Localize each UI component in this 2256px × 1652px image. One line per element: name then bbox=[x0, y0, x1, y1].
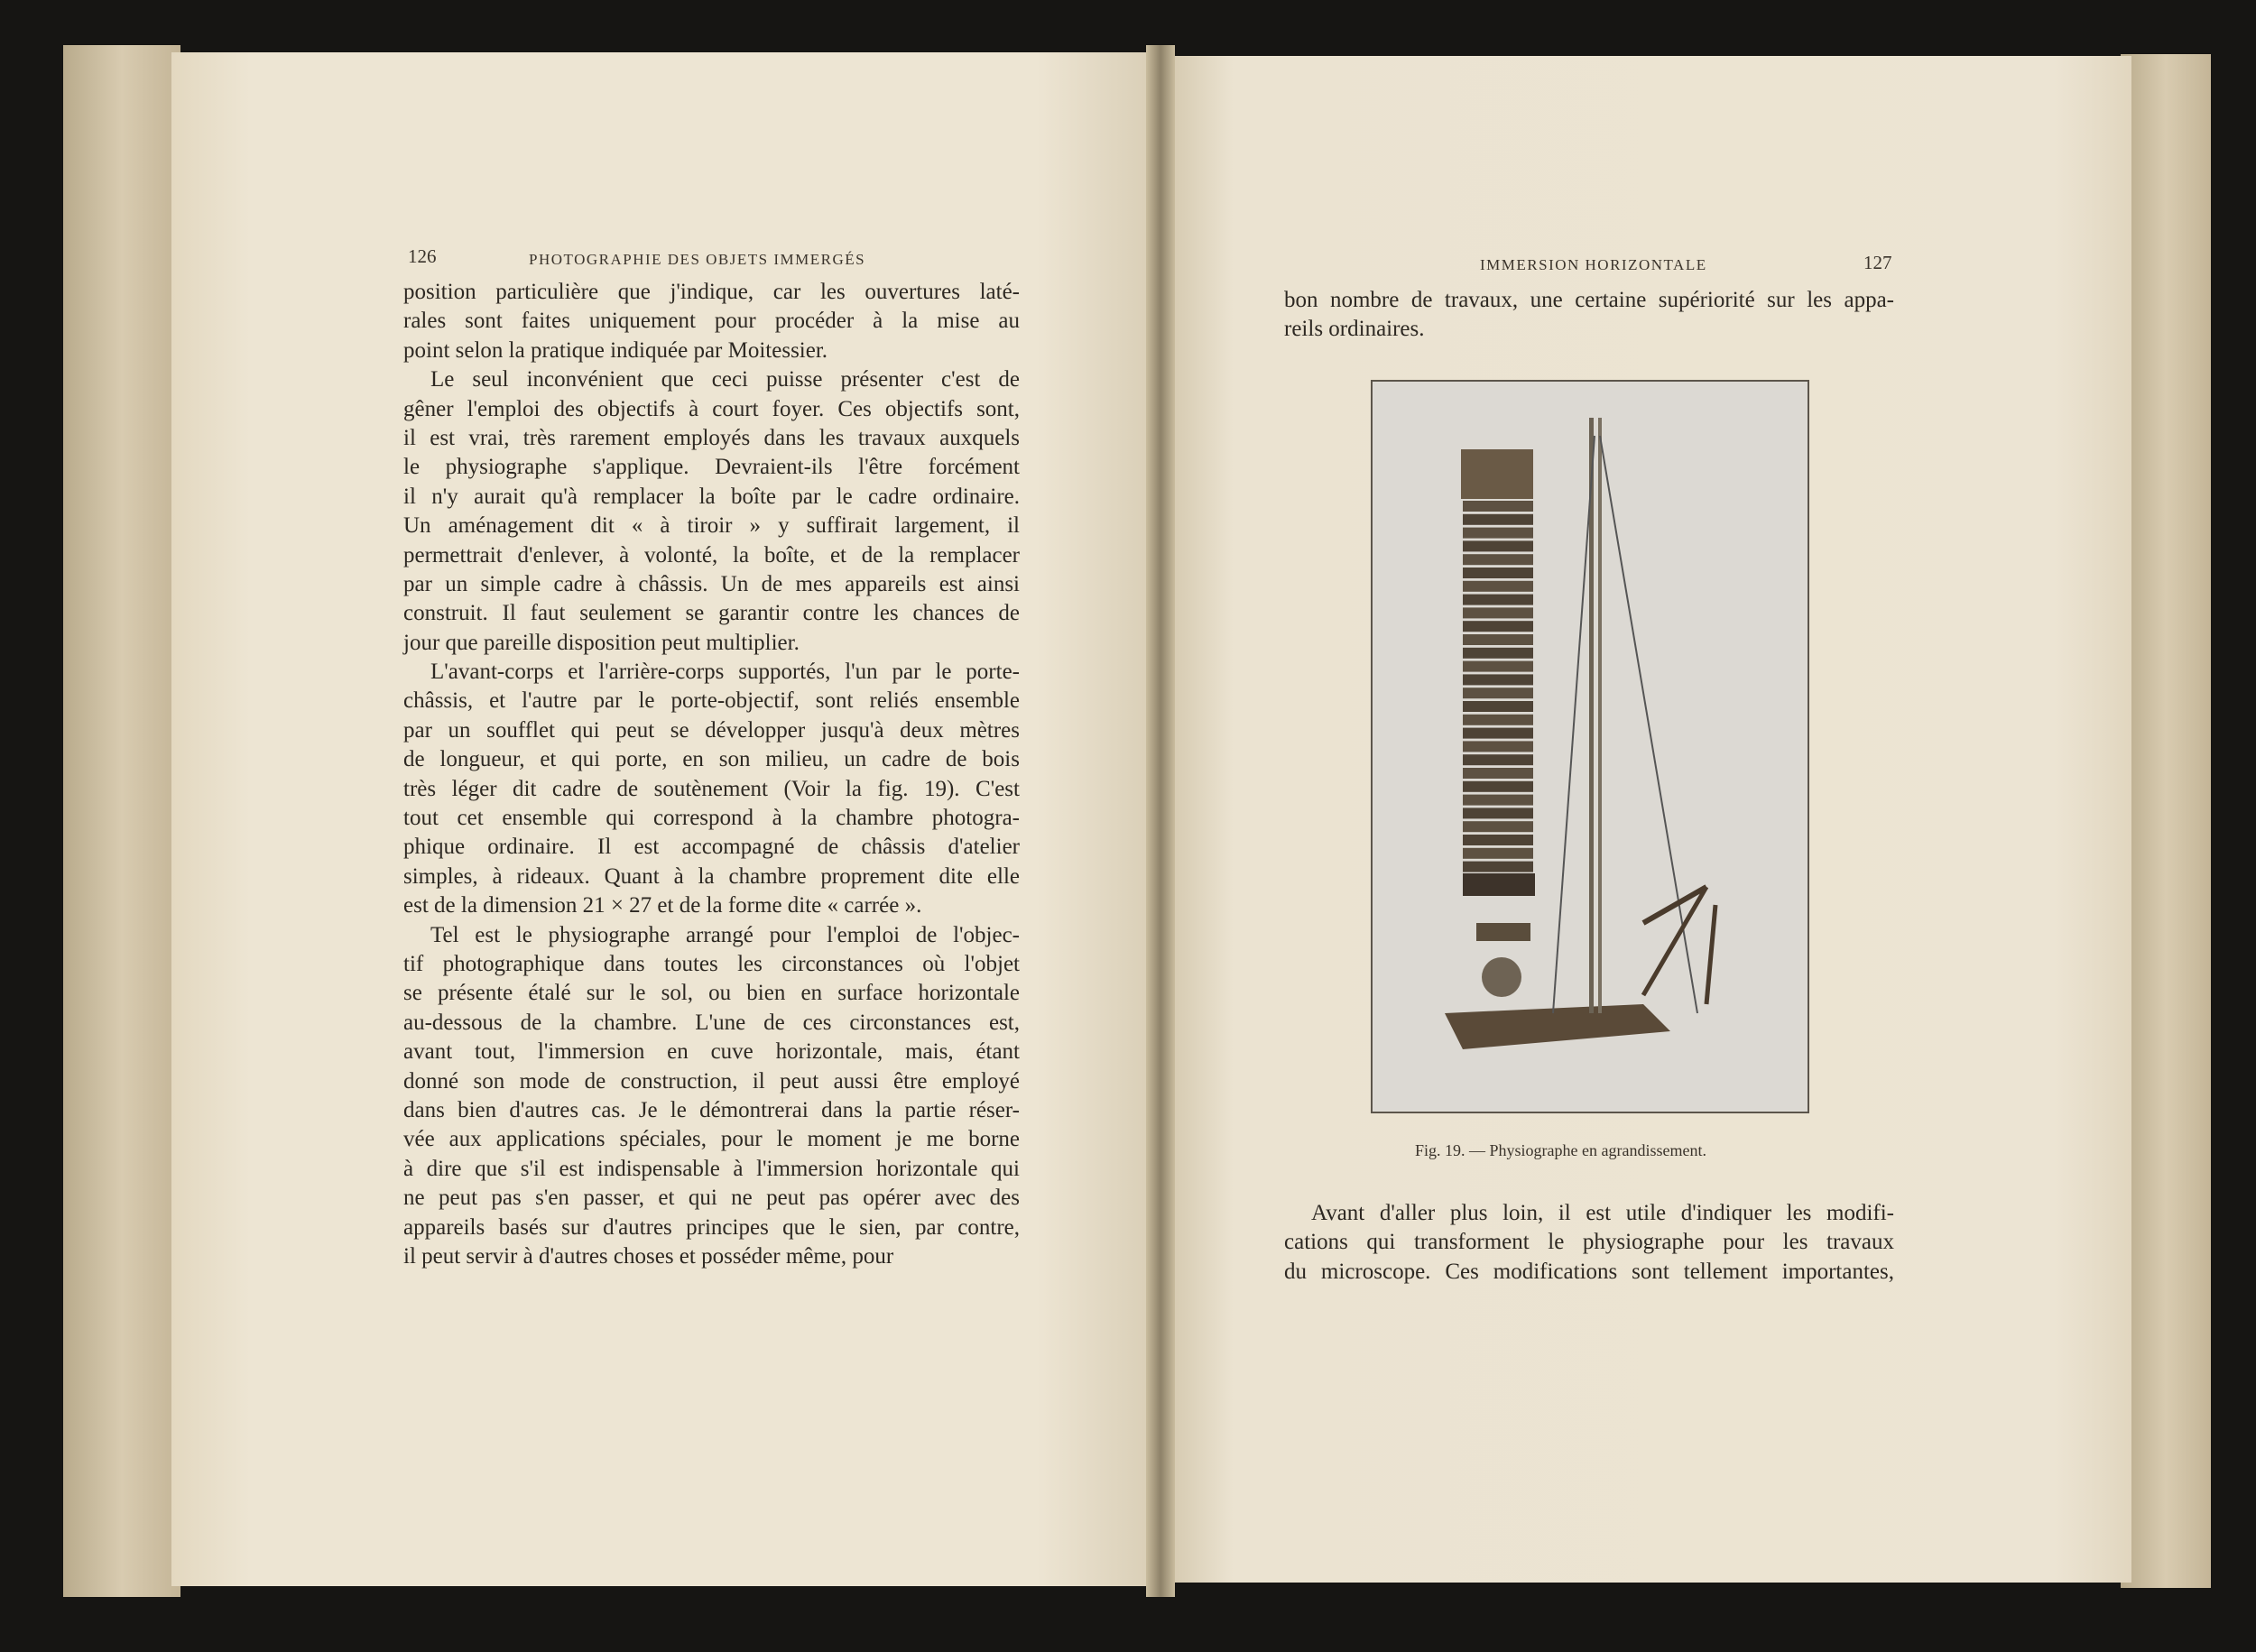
right-page-number: 127 bbox=[1863, 252, 1892, 273]
column-2 bbox=[1598, 418, 1602, 1013]
text-line: construit. Il faut seulement se garantir contre les chances de bbox=[403, 601, 1020, 626]
bellows-fold bbox=[1463, 754, 1533, 765]
globe bbox=[1482, 957, 1521, 997]
text-line: est de la dimension 21 × 27 et de la forme dite « carrée ». bbox=[403, 893, 922, 918]
text-line: cations qui transforment le physiographe pour les travaux bbox=[1284, 1230, 1894, 1255]
bellows-fold bbox=[1463, 688, 1533, 698]
text-line: jour que pareille disposition peut multiplier. bbox=[403, 630, 800, 655]
text-line: appareils basés sur d'autres principes que le sien, par contre, bbox=[403, 1214, 1020, 1240]
text-line: bon nombre de travaux, une certaine supériorité sur les appa- bbox=[1284, 288, 1894, 312]
text-line: reils ordinaires. bbox=[1284, 317, 1425, 342]
bellows-fold bbox=[1463, 768, 1533, 779]
text-line: point selon la pratique indiquée par Moitessier. bbox=[403, 337, 828, 363]
text-line: par un soufflet qui peut se développer jusqu'à deux mètres bbox=[403, 717, 1020, 743]
text-line: donné son mode de construction, il peut aussi être employé bbox=[403, 1068, 1020, 1094]
text-line: le physiographe s'applique. Devraient-ils l'être forcément bbox=[403, 455, 1020, 480]
bellows-fold bbox=[1463, 862, 1533, 872]
text-line: du microscope. Ces modifications sont tellement importantes, bbox=[1284, 1259, 1894, 1284]
text-line: vée aux applications spéciales, pour le moment je me borne bbox=[403, 1127, 1020, 1152]
text-line: au-dessous de la chambre. L'une de ces circonstances est, bbox=[403, 1010, 1020, 1035]
bellows-fold bbox=[1463, 781, 1533, 792]
bellows-fold bbox=[1463, 795, 1533, 806]
text-line: L'avant-corps et l'arrière-corps supportés, l'un par le porte- bbox=[430, 660, 1020, 685]
bellows-fold bbox=[1463, 514, 1533, 525]
text-line: châssis, et l'autre par le porte-objectif, sont reliés ensemble bbox=[403, 688, 1020, 714]
left-page-edges bbox=[63, 45, 180, 1597]
bellows-fold bbox=[1463, 634, 1533, 645]
bellows-fold bbox=[1463, 728, 1533, 739]
specimen-tray bbox=[1476, 923, 1530, 941]
text-line: gêner l'emploi des objectifs à court foyer. Ces objectifs sont, bbox=[403, 396, 1020, 421]
bellows-fold bbox=[1463, 607, 1533, 618]
physiograph-illustration bbox=[1373, 382, 1808, 1112]
text-line: Avant d'aller plus loin, il est utile d'indiquer les modifi- bbox=[1311, 1201, 1894, 1225]
text-line: il peut servir à d'autres choses et posséder même, pour bbox=[403, 1243, 894, 1269]
bellows-fold bbox=[1463, 648, 1533, 659]
bellows-fold bbox=[1463, 821, 1533, 832]
left-running-head: PHOTOGRAPHIE DES OBJETS IMMERGÉS bbox=[529, 251, 866, 268]
bellows-fold bbox=[1463, 661, 1533, 672]
text-line: il est vrai, très rarement employés dans les travaux auxquels bbox=[403, 425, 1020, 450]
bellows-fold bbox=[1463, 621, 1533, 632]
text-line: Un aménagement dit « à tiroir » y suffirait largement, il bbox=[403, 513, 1020, 539]
left-page-number: 126 bbox=[408, 245, 437, 267]
text-line: ne peut pas s'en passer, et qui ne peut pas opérer avec des bbox=[403, 1186, 1020, 1211]
bellows-fold bbox=[1463, 808, 1533, 818]
bellows-fold bbox=[1463, 554, 1533, 565]
text-line: par un simple cadre à châssis. Un de mes appareils est ainsi bbox=[403, 571, 1020, 596]
figure-caption: Fig. 19. — Physiographe en agrandissement. bbox=[1415, 1141, 1706, 1159]
bellows-fold bbox=[1463, 741, 1533, 752]
text-line: tout cet ensemble qui correspond à la chambre photogra- bbox=[403, 806, 1020, 831]
text-line: avant tout, l'immersion en cuve horizontale, mais, étant bbox=[403, 1039, 1020, 1065]
bellows-fold bbox=[1463, 715, 1533, 725]
text-line: dans bien d'autres cas. Je le démontrerai dans la partie réser- bbox=[403, 1097, 1020, 1122]
text-line: position particulière que j'indique, car les ouvertures laté- bbox=[403, 280, 1020, 304]
right-page-edges bbox=[2121, 54, 2211, 1588]
bellows-fold bbox=[1463, 540, 1533, 551]
bellows-fold bbox=[1463, 848, 1533, 859]
bellows-fold bbox=[1463, 701, 1533, 712]
text-line: de longueur, et qui porte, en son milieu, un cadre de bois bbox=[403, 747, 1020, 772]
bellows-fold bbox=[1463, 835, 1533, 845]
text-line: rales sont faites uniquement pour procéder à la mise au bbox=[403, 309, 1020, 334]
right-running-head: IMMERSION HORIZONTALE bbox=[1480, 256, 1707, 273]
right-page-top-text bbox=[1284, 286, 1894, 345]
text-line: phique ordinaire. Il est accompagné de châssis d'atelier bbox=[403, 835, 1020, 860]
figure-19-physiograph-photo bbox=[1371, 380, 1809, 1113]
bellows-fold bbox=[1463, 568, 1533, 578]
right-page-bottom-text bbox=[1284, 1199, 1894, 1287]
camera-box bbox=[1461, 449, 1533, 499]
text-line: simples, à rideaux. Quant à la chambre proprement dite elle bbox=[403, 863, 1020, 889]
text-line: se présente étalé sur le sol, ou bien en surface horizontale bbox=[403, 981, 1020, 1006]
text-line: permettrait d'enlever, à volonté, la boîte, et de la remplacer bbox=[403, 542, 1020, 568]
bellows-fold bbox=[1463, 501, 1533, 512]
bellows-fold bbox=[1463, 674, 1533, 685]
bellows-fold bbox=[1463, 595, 1533, 605]
lens-board bbox=[1463, 873, 1535, 896]
text-line: à dire que s'il est indispensable à l'immersion horizontale qui bbox=[403, 1156, 1020, 1181]
text-line: Tel est le physiographe arrangé pour l'emploi de l'objec- bbox=[430, 922, 1020, 947]
text-line: Le seul inconvénient que ceci puisse présenter c'est de bbox=[430, 367, 1020, 392]
text-line: très léger dit cadre de soutènement (Voir la fig. 19). C'est bbox=[403, 776, 1020, 801]
left-page-text bbox=[403, 278, 1020, 1271]
text-line: il n'y aurait qu'à remplacer la boîte par le cadre ordinaire. bbox=[403, 484, 1020, 509]
bellows-fold bbox=[1463, 581, 1533, 592]
bellows-fold bbox=[1463, 528, 1533, 539]
book-gutter bbox=[1146, 45, 1175, 1597]
text-line: tif photographique dans toutes les circonstances où l'objet bbox=[403, 951, 1020, 976]
